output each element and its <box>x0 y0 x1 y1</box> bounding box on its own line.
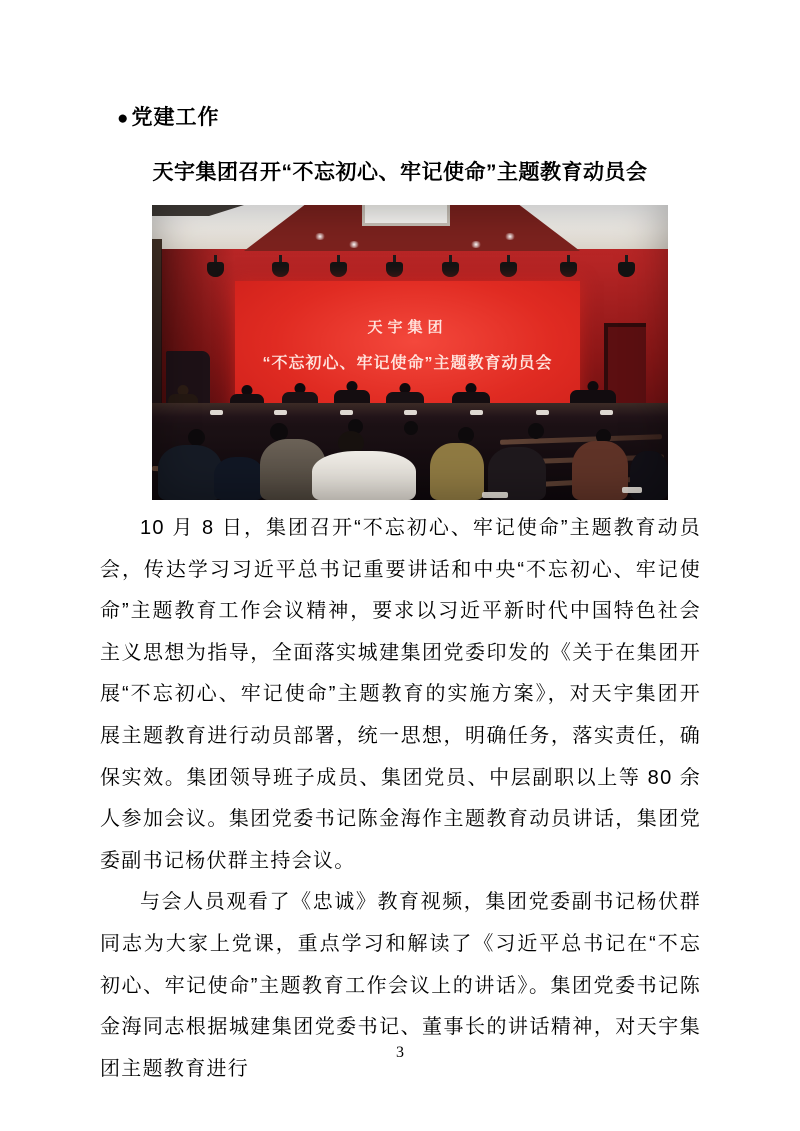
audience-head <box>188 429 205 446</box>
spotlight-icon <box>272 255 289 278</box>
paragraph: 10 月 8 日，集团召开“不忘初心、牢记使命”主题教育动员会，传达学习习近平总书记重要讲话和中央“不忘初心、牢记使命”主题教育工作会议精神，要求以习近平新时代中国特色社会主义思想为指导，全面落实城建集团党委印发的《关于在集团开展“不忘初心、牢记使命”主题教育的实施方案》，对天宇集团开展主题教育进行动员部署，统一思想，明确任务，落实责任，确保实效。集团领导班子成员、集团党员、中层副职以上等 80 余人参加会议。集团党委书记陈金海作主题教育动员讲话，集团党委副书记杨伏群主持会议。 <box>100 517 701 872</box>
audience-head <box>458 427 474 443</box>
page-number: 3 <box>396 1044 404 1061</box>
section-header-label: 党建工作 <box>131 106 220 129</box>
spotlight-icon <box>618 255 635 278</box>
downlight-icon <box>470 241 482 248</box>
photo-paper <box>404 410 417 415</box>
photo-paper <box>482 492 508 498</box>
downlight-icon <box>504 233 516 240</box>
audience-figure <box>214 457 264 500</box>
spotlight-icon <box>330 255 347 278</box>
article-title: 天宇集团召开“不忘初心、牢记使命”主题教育动员会 <box>152 161 648 184</box>
audience-figure <box>572 441 628 500</box>
photo-paper <box>600 410 613 415</box>
downlight-icon <box>348 241 360 248</box>
photo-paper <box>340 410 353 415</box>
audience-head <box>404 421 418 435</box>
photo-light-panel <box>362 205 450 226</box>
spotlight-icon <box>500 255 517 278</box>
audience-figure <box>158 445 222 500</box>
meeting-photo <box>152 205 668 500</box>
downlight-icon <box>314 233 326 240</box>
spotlight-icon <box>386 255 403 278</box>
audience-figure-white-hoodie <box>312 451 416 500</box>
screen-text-line2: “不忘初心、牢记使命”主题教育动员会 <box>262 355 553 372</box>
spotlight-icon <box>442 255 459 278</box>
audience-figure <box>430 443 484 500</box>
article-body <box>100 508 701 1090</box>
photo-paper <box>470 410 483 415</box>
screen-text-line1: 天宇集团 <box>367 319 448 336</box>
section-header <box>117 101 219 131</box>
photo-paper <box>536 410 549 415</box>
bullet-icon: ● <box>117 108 130 129</box>
photo-paper <box>622 487 642 493</box>
photo-paper <box>210 410 223 415</box>
paragraph: 与会人员观看了《忠诚》教育视频，集团党委副书记杨伏群同志为大家上党课，重点学习和解读了《习近平总书记在“不忘初心、牢记使命”主题教育工作会议上的讲话》。集团党委书记陈金海同志根据城建集团党委书记、董事长的讲话精神，对天宇集团主题教育进行 <box>100 891 701 1080</box>
audience-head <box>528 423 544 439</box>
photo-paper <box>274 410 287 415</box>
spotlight-icon <box>560 255 577 278</box>
